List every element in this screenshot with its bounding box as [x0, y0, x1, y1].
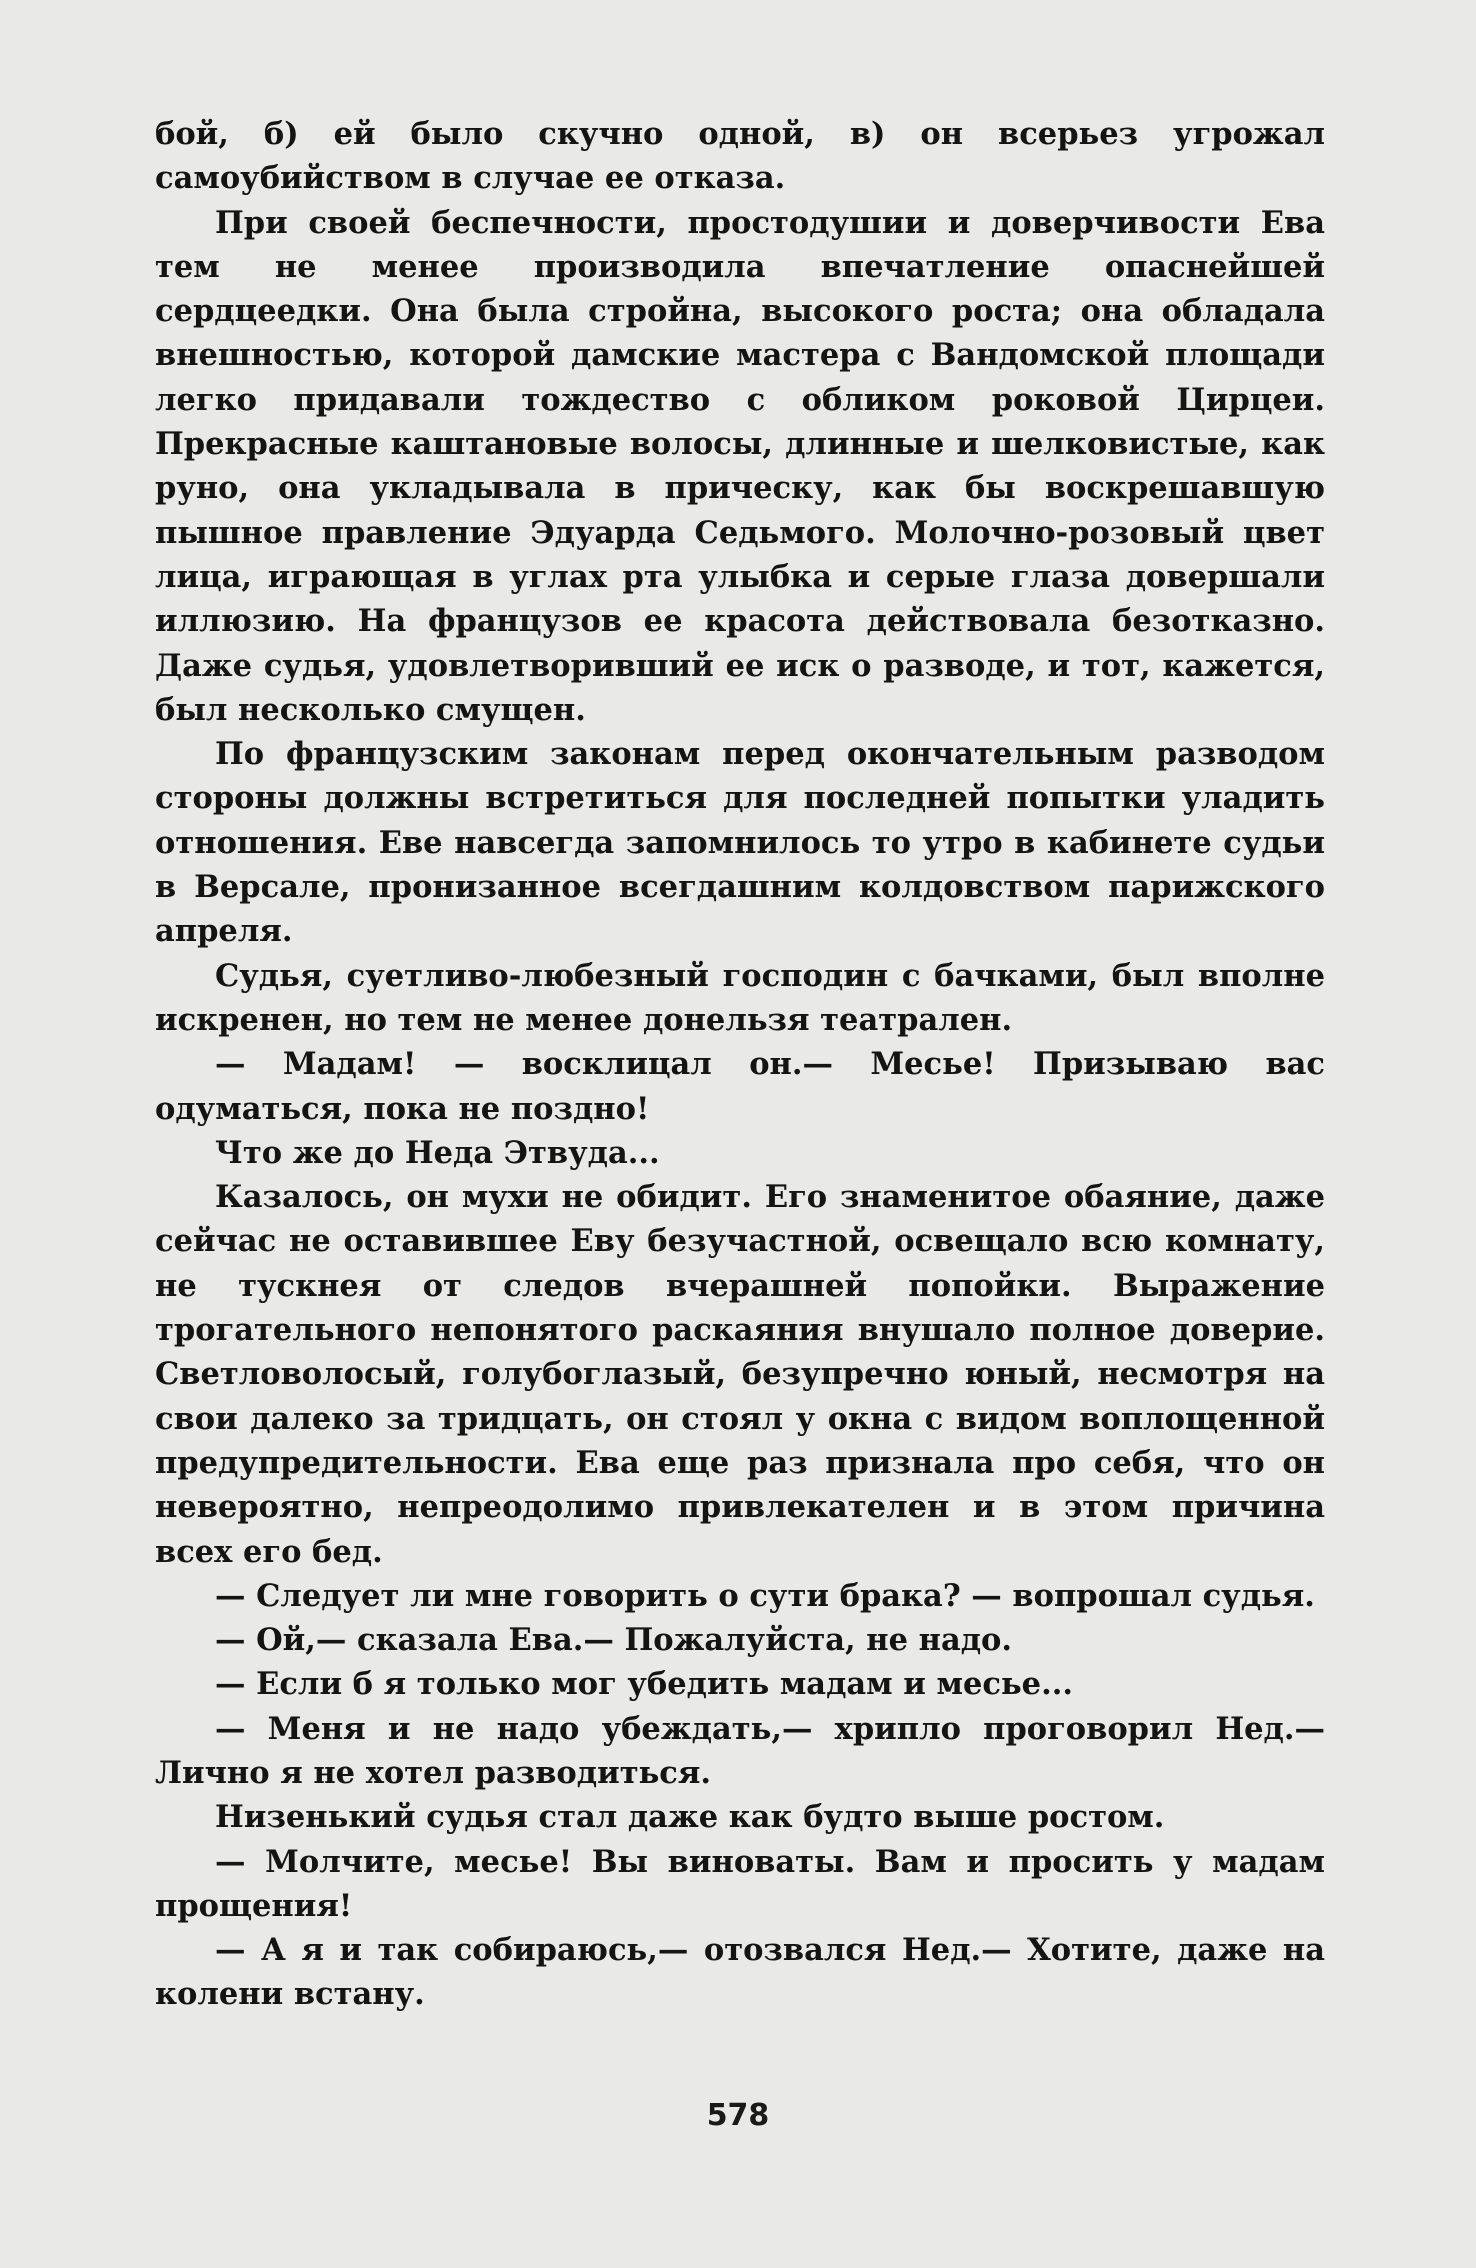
paragraph: бой, б) ей было скучно одной, в) он всерьез угрожал самоубийством в случае ее отказа. [155, 116, 1325, 197]
paragraph: По французским законам перед окончательным разводом стороны должны встретиться для последней попытки уладить отношения. Еве навсегда запомнилось то утро в кабинете судьи в Версале, пронизанное всегдашним колдовством парижского апреля. [155, 736, 1325, 950]
paragraph: Низенький судья стал даже как будто выше ростом. [215, 1799, 1165, 1836]
paragraph: — Меня и не надо убеждать,— хрипло проговорил Нед.— Лично я не хотел разводиться. [155, 1710, 1325, 1791]
paragraph: — Молчите, месье! Вы виноваты. Вам и просить у мадам прощения! [155, 1843, 1325, 1924]
paragraph: — Ой,— сказала Ева.— Пожалуйста, не надо. [215, 1622, 1013, 1659]
paragraph: При своей беспечности, простодушии и доверчивости Ева тем не менее производила впечатление опаснейшей сердцеедки. Она была стройна, высокого роста; она обладала внешностью, которой дамские мастера с Вандомской площади легко придавали тождество с обликом роковой Цирцеи. Прекрасные каштановые волосы, длинные и шелковистые, как руно, она укладывала в прическу, как бы воскрешавшую пышное правление Эдуарда Седьмого. Молочно-розовый цвет лица, играющая в углах рта улыбка и серые глаза довершали иллюзию. На французов ее красота действовала безотказно. Даже судья, удовлетворивший ее иск о разводе, и тот, кажется, был несколько смущен. [155, 204, 1325, 728]
paragraph: — Следует ли мне говорить о сути брака? — вопрошал судья. [215, 1577, 1315, 1614]
paragraph: Что же до Неда Этвуда... [215, 1134, 660, 1171]
paragraph: — А я и так собираюсь,— отозвался Нед.— Хотите, даже на колени встану. [155, 1932, 1325, 2013]
paragraph: — Если б я только мог убедить мадам и месье... [215, 1666, 1073, 1703]
paragraph: — Мадам! — восклицал он.— Месье! Призываю вас одуматься, пока не поздно! [155, 1046, 1325, 1127]
paragraph: Судья, суетливо-любезный господин с бачками, был вполне искренен, но тем не менее донельзя театрален. [155, 957, 1325, 1038]
page-text [155, 112, 1325, 2017]
paragraph: Казалось, он мухи не обидит. Его знаменитое обаяние, даже сейчас не оставившее Еву безучастной, освещало всю комнату, не тускнея от следов вчерашней попойки. Выражение трогательного непонятого раскаяния внушало полное доверие. Светловолосый, голубоглазый, безупречно юный, несмотря на свои далеко за тридцать, он стоял у окна с видом воплощенной предупредительности. Ева еще раз признала про себя, что он невероятно, непреодолимо привлекателен и в этом причина всех его бед. [155, 1179, 1325, 1570]
page-number: 578 [706, 2098, 770, 2133]
